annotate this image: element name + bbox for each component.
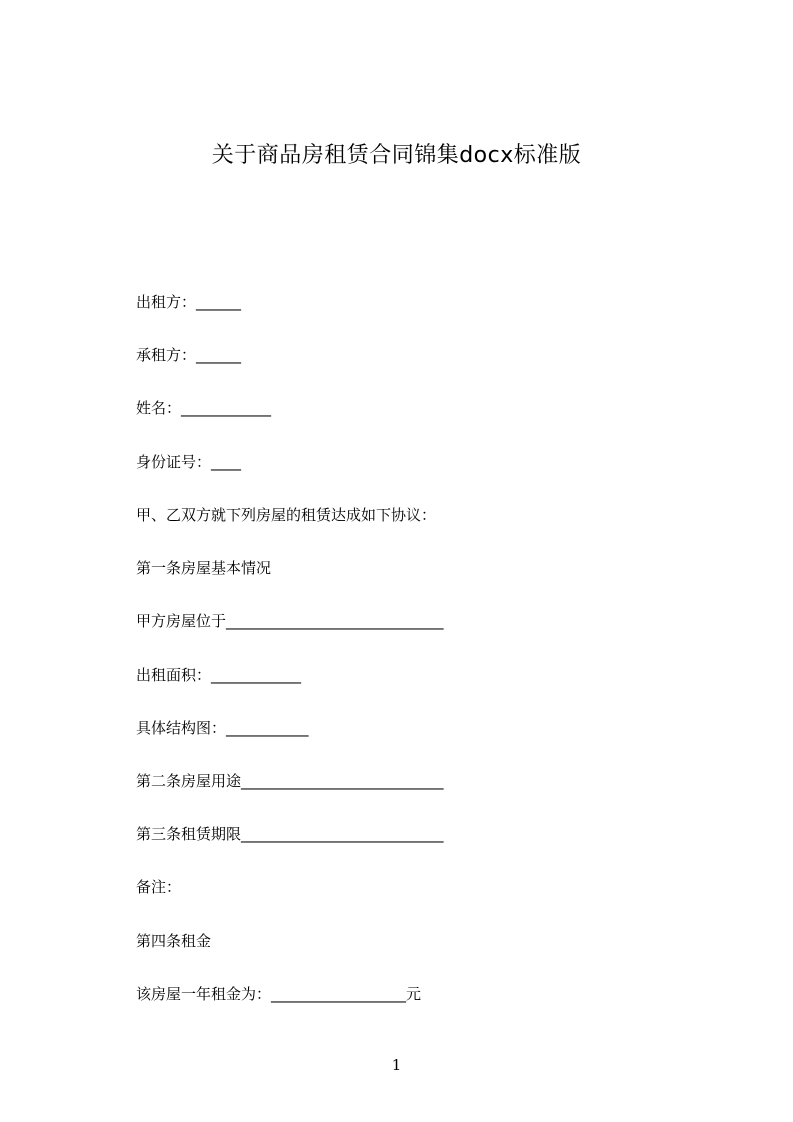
lessor-line: 出租方：______: [136, 293, 242, 311]
page-number: 1: [391, 1056, 402, 1074]
remarks-line: 备注：: [136, 878, 182, 896]
article-three-line: 第三条租赁期限___________________________: [136, 825, 444, 843]
id-number-line: 身份证号：____: [136, 453, 242, 471]
lessee-line: 承租方：______: [136, 346, 242, 364]
agreement-intro-line: 甲、乙双方就下列房屋的租赁达成如下协议：: [136, 506, 437, 524]
annual-rent-line: 该房屋一年租金为：__________________元: [136, 985, 422, 1003]
article-four-heading: 第四条租金: [136, 932, 212, 950]
rental-area-line: 出租面积：____________: [136, 666, 302, 684]
document-title: 关于商品房租赁合同锦集docx标准版: [211, 143, 582, 168]
structure-diagram-line: 具体结构图：___________: [136, 719, 309, 737]
name-line: 姓名：____________: [136, 399, 272, 417]
article-one-heading: 第一条房屋基本情况: [136, 559, 272, 577]
property-location-line: 甲方房屋位于_____________________________: [136, 612, 444, 630]
article-two-line: 第二条房屋用途___________________________: [136, 772, 444, 790]
